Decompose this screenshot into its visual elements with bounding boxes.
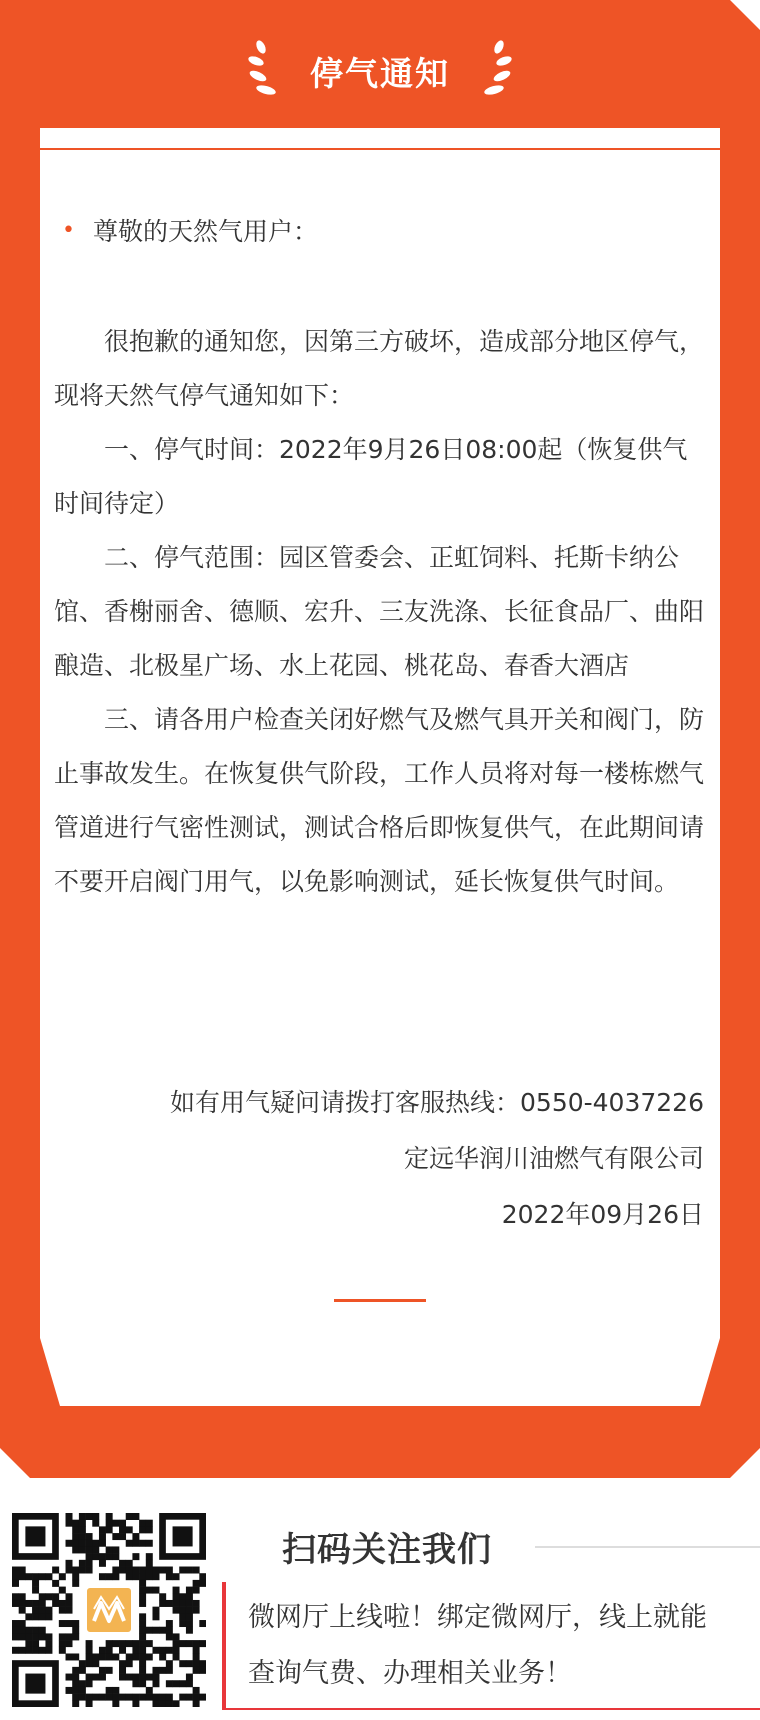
notice-paragraph-time: 一、停气时间：2022年9月26日08:00起（恢复供气时间待定） xyxy=(54,435,688,518)
notice-header xyxy=(0,36,760,106)
greeting-text: 尊敬的天然气用户： xyxy=(92,217,318,246)
brand-logo-icon xyxy=(84,1585,134,1635)
hotline-text: 如有用气疑问请拨打客服热线：0550-4037226 xyxy=(170,1088,704,1117)
title-divider xyxy=(40,148,720,150)
qr-code xyxy=(12,1513,206,1707)
notice-signature xyxy=(170,1075,704,1243)
follow-title-divider xyxy=(535,1546,760,1548)
company-name: 定远华润川油燃气有限公司 xyxy=(403,1144,704,1173)
laurel-left-icon xyxy=(246,39,286,103)
bullet-dot-icon: • xyxy=(62,217,75,243)
notice-body xyxy=(54,315,706,909)
end-divider xyxy=(334,1299,426,1302)
follow-us-title: 扫码关注我们 xyxy=(282,1530,492,1570)
notice-title: 停气通知 xyxy=(310,53,450,93)
notice-date: 2022年09月26日 xyxy=(501,1200,704,1229)
notice-paragraph-scope: 二、停气范围：园区管委会、正虹饲料、托斯卡纳公馆、香榭丽舍、德顺、宏升、三友洗涤、长征食品厂、曲阳酿造、北极星广场、水上花园、桃花岛、春香大酒店 xyxy=(54,543,705,680)
notice-paragraph-safety: 三、请各用户检查关闭好燃气及燃气具开关和阀门，防止事故发生。在恢复供气阶段，工作人员将对每一楼栋燃气管道进行气密性测试，测试合格后即恢复供气，在此期间请不要开启阀门用气，以免影响测试，延长恢复供气时间。 xyxy=(54,705,705,896)
notice-paragraph-intro: 很抱歉的通知您，因第三方破坏，造成部分地区停气，现将天然气停气通知如下： xyxy=(54,327,705,410)
greeting-line xyxy=(62,212,318,248)
laurel-right-icon xyxy=(474,39,514,103)
follow-us-text: 微网厅上线啦！绑定微网厅，线上就能查询气费、办理相关业务！ xyxy=(248,1602,707,1689)
